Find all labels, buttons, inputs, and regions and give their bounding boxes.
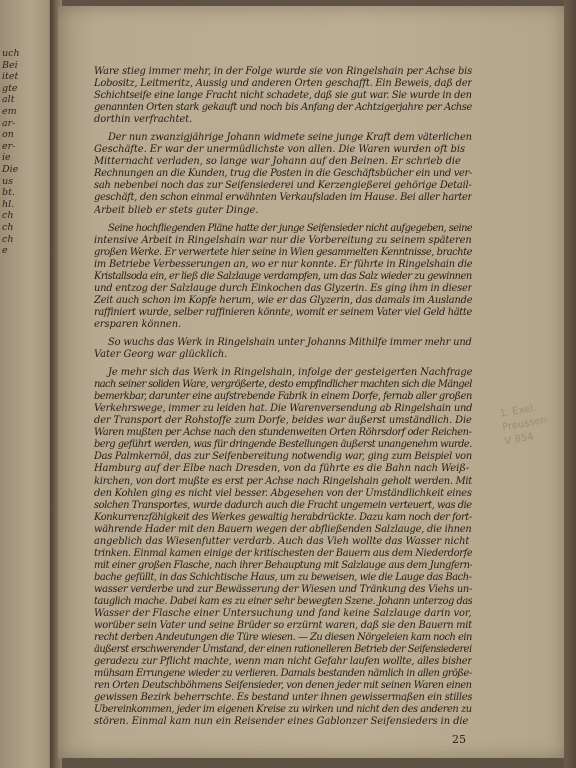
- facing-page-text-fragment: ch: [2, 222, 14, 233]
- text-line: Kristallsoda ein, er ließ die Salzlauge verdampfen, um das Salz wieder zu gewinnen: [94, 270, 472, 282]
- facing-page-text-fragment: bt.: [2, 187, 15, 199]
- text-line: Konkurrenzfähigkeit des Werkes gewaltig herabdrückte. Dazu kam noch der fort-: [94, 511, 472, 523]
- facing-page-text-fragment: e: [2, 245, 8, 257]
- text-line: Übereinkommen, jeder im eigenen Kreise zu wirken und nicht den des anderen zu: [94, 704, 472, 716]
- paragraph: [94, 223, 472, 331]
- text-line: intensive Arbeit in Ringelshain war nur die Vorbereitung zu seinem späteren: [94, 234, 472, 246]
- facing-page-text-fragment: Die: [2, 164, 19, 175]
- text-line: Schichtseife eine lange Fracht nicht schadete, daß sie gut war. Sie wurde in den: [94, 90, 472, 102]
- text-line: worüber sein Vater und seine Brüder so erzürnt waren, daß sie den Bauern mit: [94, 620, 472, 632]
- text-line: dorthin verfrachtet.: [94, 114, 193, 126]
- text-line: raffiniert wurde, selber raffinieren könnte, womit er seinem Vater viel Geld hätte: [94, 306, 472, 318]
- facing-page-text-fragment: gte: [2, 82, 18, 94]
- text-line: geschäft, den schon einmal erwähnten Verkaufsladen im Hause. Bei aller harter: [94, 192, 472, 204]
- text-line: gewissen Bezirk beherrschte. Es bestand unter ihnen gewissermaßen ein stilles: [94, 692, 472, 704]
- text-line: Mitternacht verladen, so lange war Johann auf den Beinen. Er schrieb die: [94, 156, 461, 168]
- pencil-note-line: Preussen: [501, 414, 548, 434]
- text-line: solchen Transportes, wurde dadurch auch die Fracht ungemein verteuert, was die: [94, 499, 472, 511]
- text-line: Ware stieg immer mehr, in der Folge wurde sie von Ringelshain per Achse bis: [94, 66, 472, 77]
- facing-page-text-fragment: ie: [2, 152, 11, 164]
- text-line: großen Werke. Er verwertete hier seine in Wien gesammelten Kenntnisse, brachte: [94, 246, 472, 258]
- text-line: Vater Georg war glücklich.: [94, 349, 228, 361]
- text-line: mit einer großen Flasche, nach ihrer Behauptung mit Salzlauge aus dem Jungfern-: [94, 559, 472, 571]
- page-body-text: [94, 66, 472, 728]
- text-line: trinken. Einmal kamen einige der kritischesten der Bauern aus dem Niederdorfe: [94, 547, 472, 559]
- pencil-note-line: 1. Exel.: [499, 402, 538, 420]
- text-line: währende Hader mit den Bauern wegen der abfließenden Salzlauge, die ihnen: [94, 523, 472, 535]
- text-line: Wasser der Flasche einer Untersuchung und fand keine Salzlauge darin vor,: [94, 608, 472, 620]
- text-line: tauglich mache. Dabei kam es zu einer sehr bewegten Szene. Johann unterzog das: [94, 595, 472, 607]
- text-line: bemerkbar, darunter eine aufstrebende Fabrik in einem Dorfe, fernab aller großen: [94, 391, 472, 403]
- text-line: den Kohlen ging es nicht viel besser. Abgesehen von der Umständlichkeit eines: [94, 487, 472, 499]
- text-line: berg geführt werden, was für dringende Bestellungen äußerst unangenehm wurde.: [94, 439, 472, 451]
- paragraph: [94, 337, 472, 361]
- text-line: Lobositz, Leitmeritz, Aussig und anderen Orten geschafft. Ein Beweis, daß der: [94, 78, 472, 90]
- text-line: Hamburg auf der Elbe nach Dresden, von da führte es die Bahn nach Weiß-: [94, 463, 470, 475]
- text-line: Das Palmkernöl, das zur Seifenbereitung notwendig war, ging zum Beispiel von: [94, 451, 472, 463]
- page-stack-edge: [564, 0, 576, 768]
- text-line: angeblich das Wiesenfutter verdarb. Auch das Vieh wollte das Wasser nicht: [94, 535, 470, 547]
- facing-page-text-fragment: er-: [2, 140, 16, 152]
- text-line: geradezu zur Pflicht machte, wenn man nicht Gefahr laufen wollte, alles bisher: [94, 656, 472, 668]
- paragraph: [94, 132, 472, 216]
- text-line: Geschäfte. Er war der unermüdlichste von allen. Die Waren wurden oft bis: [94, 144, 466, 156]
- facing-page-text-fragment: Bei: [2, 59, 18, 71]
- text-line: Seine hochfliegenden Pläne hatte der junge Seifensieder nicht aufgegeben, seine: [108, 222, 472, 234]
- text-line: wasser verderbe und zur Bewässerung der Wiesen und Tränkung des Viehs un-: [94, 583, 472, 595]
- text-line: Rechnungen an die Kunden, trug die Posten in die Geschäftsbücher ein und ver-: [94, 168, 472, 180]
- facing-page-text-fragment: ar-: [2, 117, 16, 129]
- text-line: Der nun zwanzigjährige Johann widmete seine junge Kraft dem väterlichen: [108, 132, 472, 144]
- paragraph: [94, 367, 472, 728]
- text-line: äußerst erschwerender Umstand, der einen rationelleren Betrieb der Seifensiederei: [94, 644, 472, 656]
- facing-page-text-fragment: alt: [2, 94, 15, 106]
- facing-page-text-fragment: em: [2, 106, 17, 117]
- text-line: Je mehr sich das Werk in Ringelshain, infolge der gesteigerten Nachfrage: [108, 367, 472, 379]
- facing-page-text-fragment: hl.: [2, 198, 15, 210]
- text-line: ren Orten Deutschböhmens Seifensieder, von denen jeder mit seinen Waren einen: [94, 680, 472, 692]
- text-line: recht derben Andeutungen die Türe wiesen. — Zu diesen Nörgeleien kam noch ein: [94, 632, 472, 644]
- pencil-note-line: V 854: [503, 431, 535, 448]
- paragraph: [94, 66, 472, 126]
- text-line: nach seiner soliden Ware, vergrößerte, desto empfindlicher machten sich die Mängel: [94, 379, 472, 391]
- text-line: der Transport der Rohstoffe zum Dorfe, beides war äußerst umständlich. Die: [94, 415, 472, 427]
- text-line: bache gefüllt, in das Schichtische Haus, um zu beweisen, wie die Lauge das Bach-: [94, 571, 472, 583]
- text-line: sah nebenbei noch das zur Seifensiederei und Kerzengießerei gehörige Detail-: [94, 180, 472, 192]
- facing-page-edge: [0, 0, 56, 768]
- text-line: Verkehrswege, immer zu leiden hat. Die Warenversendung ab Ringelshain und: [94, 403, 472, 415]
- facing-page-text-fragment: uch: [2, 48, 20, 59]
- text-line: Arbeit blieb er stets guter Dinge.: [94, 204, 259, 216]
- text-line: mühsam Errungene wieder zu verlieren. Damals bestanden nämlich in allen größe-: [94, 668, 472, 680]
- text-line: So wuchs das Werk in Ringelshain unter Johanns Mithilfe immer mehr und: [108, 336, 472, 348]
- page-number: 25: [452, 733, 466, 746]
- text-line: kirchen, von dort mußte es erst per Achse nach Ringelshain geholt werden. Mit: [94, 475, 472, 487]
- text-line: genannten Orten stark gekauft und noch bis Anfang der Achtzigerjahre per Achse: [94, 102, 472, 114]
- facing-page-text-fragment: itet: [2, 71, 19, 83]
- text-line: Waren mußten per Achse nach den stundenweiten Orten Röhrsdorf oder Reichen-: [94, 427, 472, 439]
- text-line: und entzog der Salzlauge durch Einkochen das Glyzerin. Es ging ihm in dieser: [94, 282, 472, 294]
- text-line: Zeit auch schon im Kopfe herum, wie er das Glyzerin, das damals im Auslande: [94, 294, 472, 306]
- text-line: stören. Einmal kam nun ein Reisender eines Gablonzer Seifensieders in die: [94, 716, 469, 728]
- facing-page-text-fragment: on: [2, 129, 14, 141]
- text-line: im Betriebe Verbesserungen an, wo er nur konnte. Er führte in Ringelshain die: [94, 258, 472, 270]
- text-line: ersparen können.: [94, 318, 182, 330]
- facing-page-text-fragment: ch: [2, 210, 14, 222]
- facing-page-text-fragment: ch: [2, 233, 14, 245]
- facing-page-text-fragment: us: [2, 175, 13, 187]
